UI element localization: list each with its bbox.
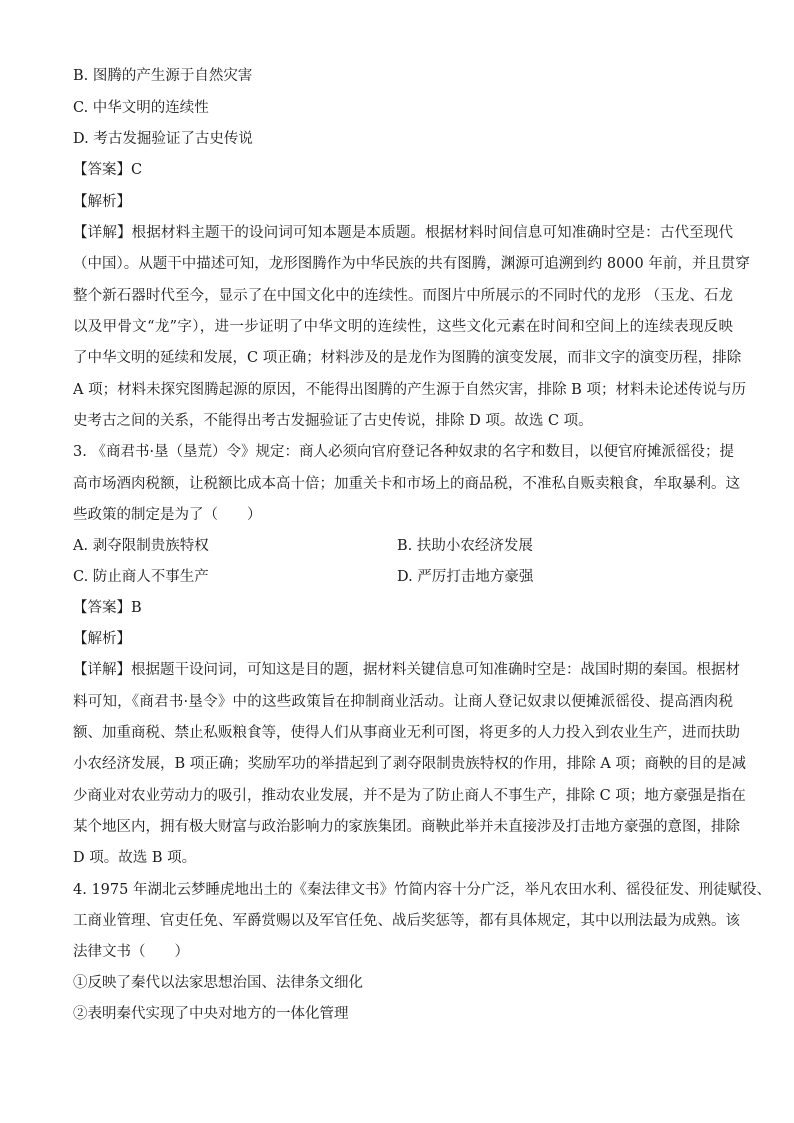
q3-detail-line: 【详解】根据题干设问词，可知这是目的题，据材料关键信息可知准确时空是：战国时期的秦国。根据材 xyxy=(73,662,740,678)
q2-detail-line: 史考古之间的关系，不能得出考古发掘验证了古史传说，排除 D 项。故选 C 项。 xyxy=(73,413,593,429)
q4-item-2: ②表明秦代实现了中央对地方的一体化管理 xyxy=(73,1006,349,1022)
q3-detail-line: D 项。故选 B 项。 xyxy=(73,850,197,866)
q3-answer: 【答案】B xyxy=(73,600,142,616)
q3-detail-line: 某个地区内，拥有极大财富与政治影响力的家族集团。商鞅此举并未直接涉及打击地方豪强的意图，排除 xyxy=(73,819,740,835)
q3-option-c: C. 防止商人不事生产 xyxy=(73,569,209,585)
q3-analysis-label: 【解析】 xyxy=(73,631,131,647)
q2-detail-line: 以及甲骨文“龙”字），进一步证明了中华文明的连续性，这些文化元素在时间和空间上的连续表现反映 xyxy=(73,319,733,335)
q2-detail-line: 整个新石器时代至今，显示了在中国文化中的连续性。而图片中所展示的不同时代的龙形 （玉龙、石龙 xyxy=(73,288,733,304)
q2-answer: 【答案】C xyxy=(73,162,143,178)
q3-stem-line: 高市场酒肉税额，让税额比成本高十倍；加重关卡和市场上的商品税，不准私自贩卖粮食，牟取暴利。这 xyxy=(73,476,740,492)
q3-option-a: A. 剥夺限制贵族特权 xyxy=(73,538,209,554)
q4-stem-line: 工商业管理、官吏任免、军爵赏赐以及军官任免、战后奖惩等，都有具体规定，其中以刑法最为成熟。该 xyxy=(73,913,740,929)
q4-stem-line: 4. 1975 年湖北云梦睡虎地出土的《秦法律文书》竹简内容十分广泛，举凡农田水利、徭役征发、刑徒赋役、 xyxy=(73,882,771,898)
q3-option-b: B. 扶助小农经济发展 xyxy=(397,538,533,554)
q3-detail-line: 料可知，《商君书·垦令》中的这些政策旨在抑制商业活动。让商人登记奴隶以便摊派徭役、提高酒肉税 xyxy=(73,694,733,710)
q2-analysis-label: 【解析】 xyxy=(73,194,131,210)
q2-option-d: D. 考古发掘验证了古史传说 xyxy=(73,131,253,147)
q2-option-c: C. 中华文明的连续性 xyxy=(73,100,209,116)
q2-detail-line: A 项；材料未探究图腾起源的原因，不能得出图腾的产生源于自然灾害，排除 B 项；材料未论述传说与历 xyxy=(73,382,746,398)
q2-detail-line: 了中华文明的延续和发展，C 项正确；材料涉及的是龙作为图腾的演变发展，而非文字的演变历程，排除 xyxy=(73,350,742,366)
q3-detail-line: 小农经济发展，B 项正确；奖励军功的举措起到了剥夺限制贵族特权的作用，排除 A 项；商鞅的目的是减 xyxy=(73,756,746,772)
q3-option-d: D. 严厉打击地方豪强 xyxy=(397,569,534,585)
q3-detail-line: 少商业对农业劳动力的吸引，推动农业发展，并不是为了防止商人不事生产，排除 C 项；地方豪强是指在 xyxy=(73,788,746,804)
q3-stem-line: 3. 《商君书·垦（垦荒）令》规定：商人必须向官府登记各种奴隶的名字和数目，以便官府摊派徭役；提 xyxy=(73,444,735,460)
q2-detail-line: （中国）。从题干中描述可知，龙形图腾作为中华民族的共有图腾，渊源可追溯到约 8000 年前，并且贯穿 xyxy=(73,256,750,272)
q4-stem-line: 法律文书（ ） xyxy=(73,944,189,960)
q2-option-b: B. 图腾的产生源于自然灾害 xyxy=(73,68,253,84)
q3-stem-line: 些政策的制定是为了（ ） xyxy=(73,507,262,523)
q3-detail-line: 额、加重商税、禁止私贩粮食等，使得人们从事商业无利可图，将更多的人力投入到农业生产，进而扶助 xyxy=(73,725,740,741)
q4-item-1: ①反映了秦代以法家思想治国、法律条文细化 xyxy=(73,975,363,991)
q2-detail-line: 【详解】根据材料主题干的设问词可知本题是本质题。根据材料时间信息可知准确时空是：古代至现代 xyxy=(73,225,733,241)
